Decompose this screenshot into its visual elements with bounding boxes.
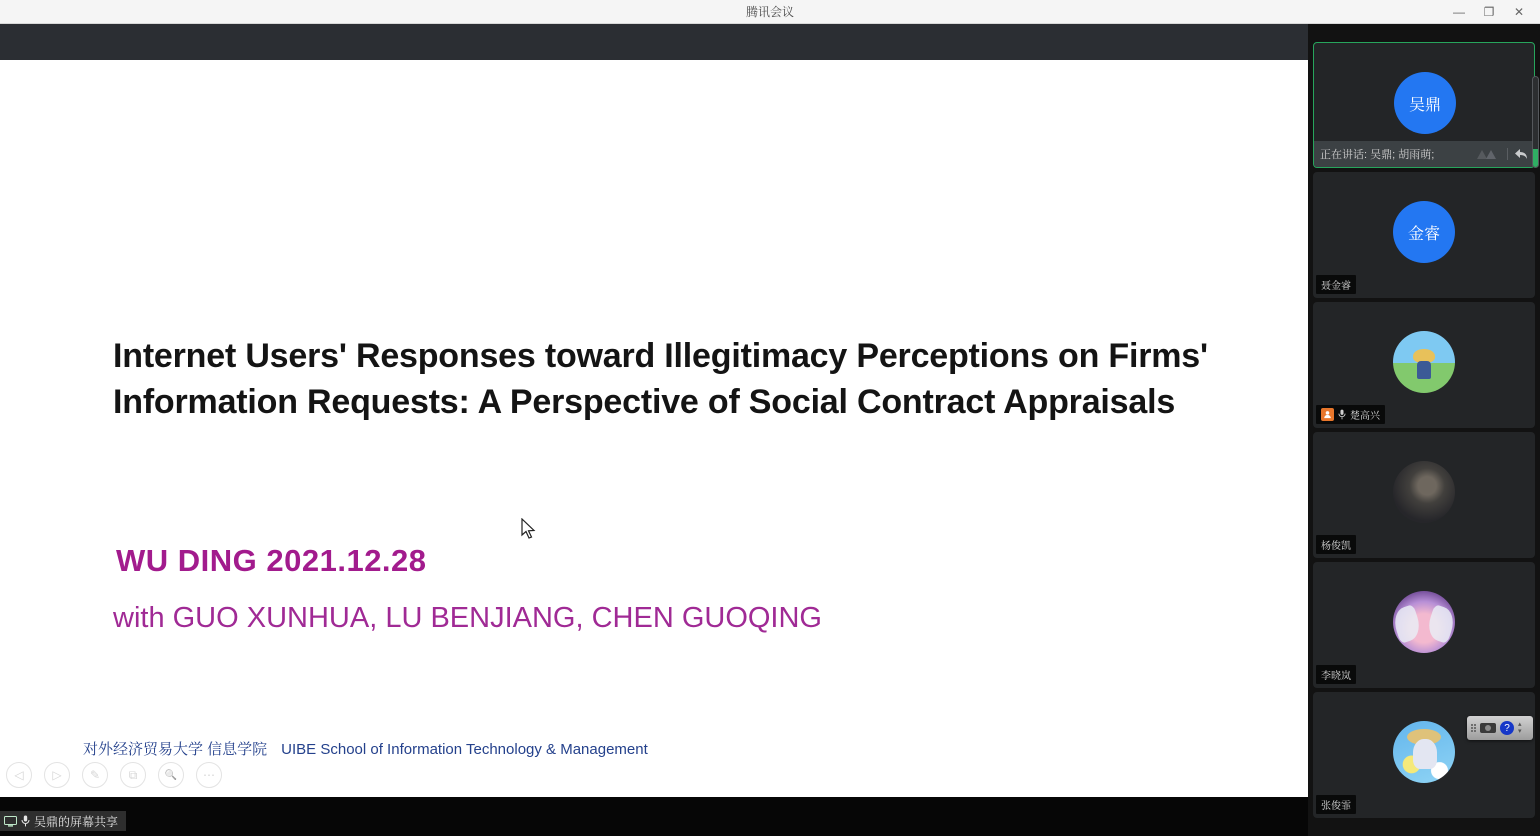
institution-chinese: 对外经济贸易大学 信息学院 [83, 741, 268, 758]
slide-title: Internet Users' Responses toward Illegitimacy Perceptions on Firms' Information Requests: A Perspective of Social Contract Appraisals [113, 337, 1208, 421]
window-title: 腾讯会议 [745, 5, 794, 19]
sidebar-scrollbar[interactable] [1532, 76, 1539, 168]
next-icon: ▷ [52, 768, 62, 782]
participant-tile[interactable] [1313, 42, 1535, 168]
mouse-cursor [521, 518, 537, 540]
meeting-logo-icon [1475, 148, 1501, 161]
titlebar [0, 0, 1540, 24]
drag-grip-icon[interactable] [1471, 724, 1476, 732]
participant-tile[interactable] [1313, 692, 1535, 818]
screen-share-icon [4, 816, 17, 827]
participant-tile[interactable] [1313, 302, 1535, 428]
avatar-initials: 吴鼎 [1408, 96, 1441, 114]
hair-shape [1413, 739, 1437, 769]
figure-shape [1417, 361, 1431, 379]
speaking-banner [1314, 141, 1534, 167]
next-slide-button[interactable] [44, 762, 70, 788]
host-badge-icon [1321, 408, 1334, 421]
maximize-button[interactable]: ❐ [1483, 5, 1495, 19]
window-controls [1444, 0, 1534, 24]
slide-institution [83, 738, 648, 759]
more-options-button[interactable] [196, 762, 222, 788]
presentation-slide [0, 60, 1308, 797]
avatar [1393, 201, 1455, 263]
avatar [1393, 331, 1455, 393]
participant-name: 聂金睿 [1321, 281, 1351, 292]
slide-author: WU DING 2021.12.28 [116, 543, 427, 578]
minimize-button[interactable]: — [1453, 5, 1465, 19]
participant-name: 张俊霏 [1321, 801, 1351, 812]
slides-icon: ⧉ [128, 767, 138, 782]
previous-icon: ◁ [14, 768, 24, 782]
avatar [1393, 461, 1455, 523]
participants-sidebar [1308, 24, 1540, 836]
pen-tool-button[interactable] [82, 762, 108, 788]
floating-toolbar[interactable] [1467, 716, 1533, 740]
reply-arrow-icon[interactable] [1514, 148, 1528, 160]
divider [1507, 148, 1508, 160]
avatar [1393, 721, 1455, 783]
help-icon[interactable]: ? [1500, 721, 1514, 735]
pen-icon: ✎ [89, 768, 101, 782]
slide-panel-button[interactable] [120, 762, 146, 788]
zoom-button[interactable] [158, 762, 184, 788]
meeting-bottom-bar [0, 797, 1308, 836]
screen-share-status[interactable] [0, 811, 126, 831]
shared-screen-region [0, 24, 1308, 836]
speaking-banner-text: 正在讲话: 吴鼎; 胡雨萌; [1320, 149, 1435, 161]
scrollbar-active-indicator [1533, 149, 1538, 167]
wing-shape [1424, 604, 1455, 644]
slide-coauthors: with GUO XUNHUA, LU BENJIANG, CHEN GUOQING [113, 602, 822, 634]
close-button[interactable]: ✕ [1513, 5, 1525, 19]
previous-slide-button[interactable] [6, 762, 32, 788]
wing-shape [1393, 604, 1424, 644]
ellipsis-icon: ⋯ [203, 768, 215, 782]
magnifier-icon: 🔍 [164, 769, 178, 781]
institution-english: UIBE School of Information Technology & Management [281, 741, 648, 758]
participant-name: 李晓岚 [1321, 671, 1351, 682]
screen-share-label: 吴鼎的屏幕共享 [34, 814, 119, 829]
avatar [1394, 72, 1456, 134]
avatar-initials: 金睿 [1407, 225, 1440, 243]
camera-icon[interactable] [1480, 723, 1496, 733]
collapse-arrows-icon[interactable]: ▴ ▾ [1518, 721, 1522, 735]
shared-screen-top-strip [0, 24, 1308, 60]
participant-name: 楚高兴 [1350, 411, 1380, 422]
participant-name: 杨俊凯 [1321, 541, 1351, 552]
participant-name-tag [1316, 795, 1356, 814]
participant-name-tag [1316, 405, 1385, 424]
participant-tile[interactable] [1313, 562, 1535, 688]
participant-tile[interactable] [1313, 172, 1535, 298]
microphone-icon [21, 815, 30, 827]
ppt-presenter-toolbar [6, 762, 222, 788]
participant-name-tag [1316, 275, 1356, 294]
participant-tile[interactable] [1313, 432, 1535, 558]
avatar [1393, 591, 1455, 653]
participant-name-tag [1316, 665, 1356, 684]
participant-name-tag [1316, 535, 1356, 554]
mic-status-icon [1338, 409, 1346, 420]
